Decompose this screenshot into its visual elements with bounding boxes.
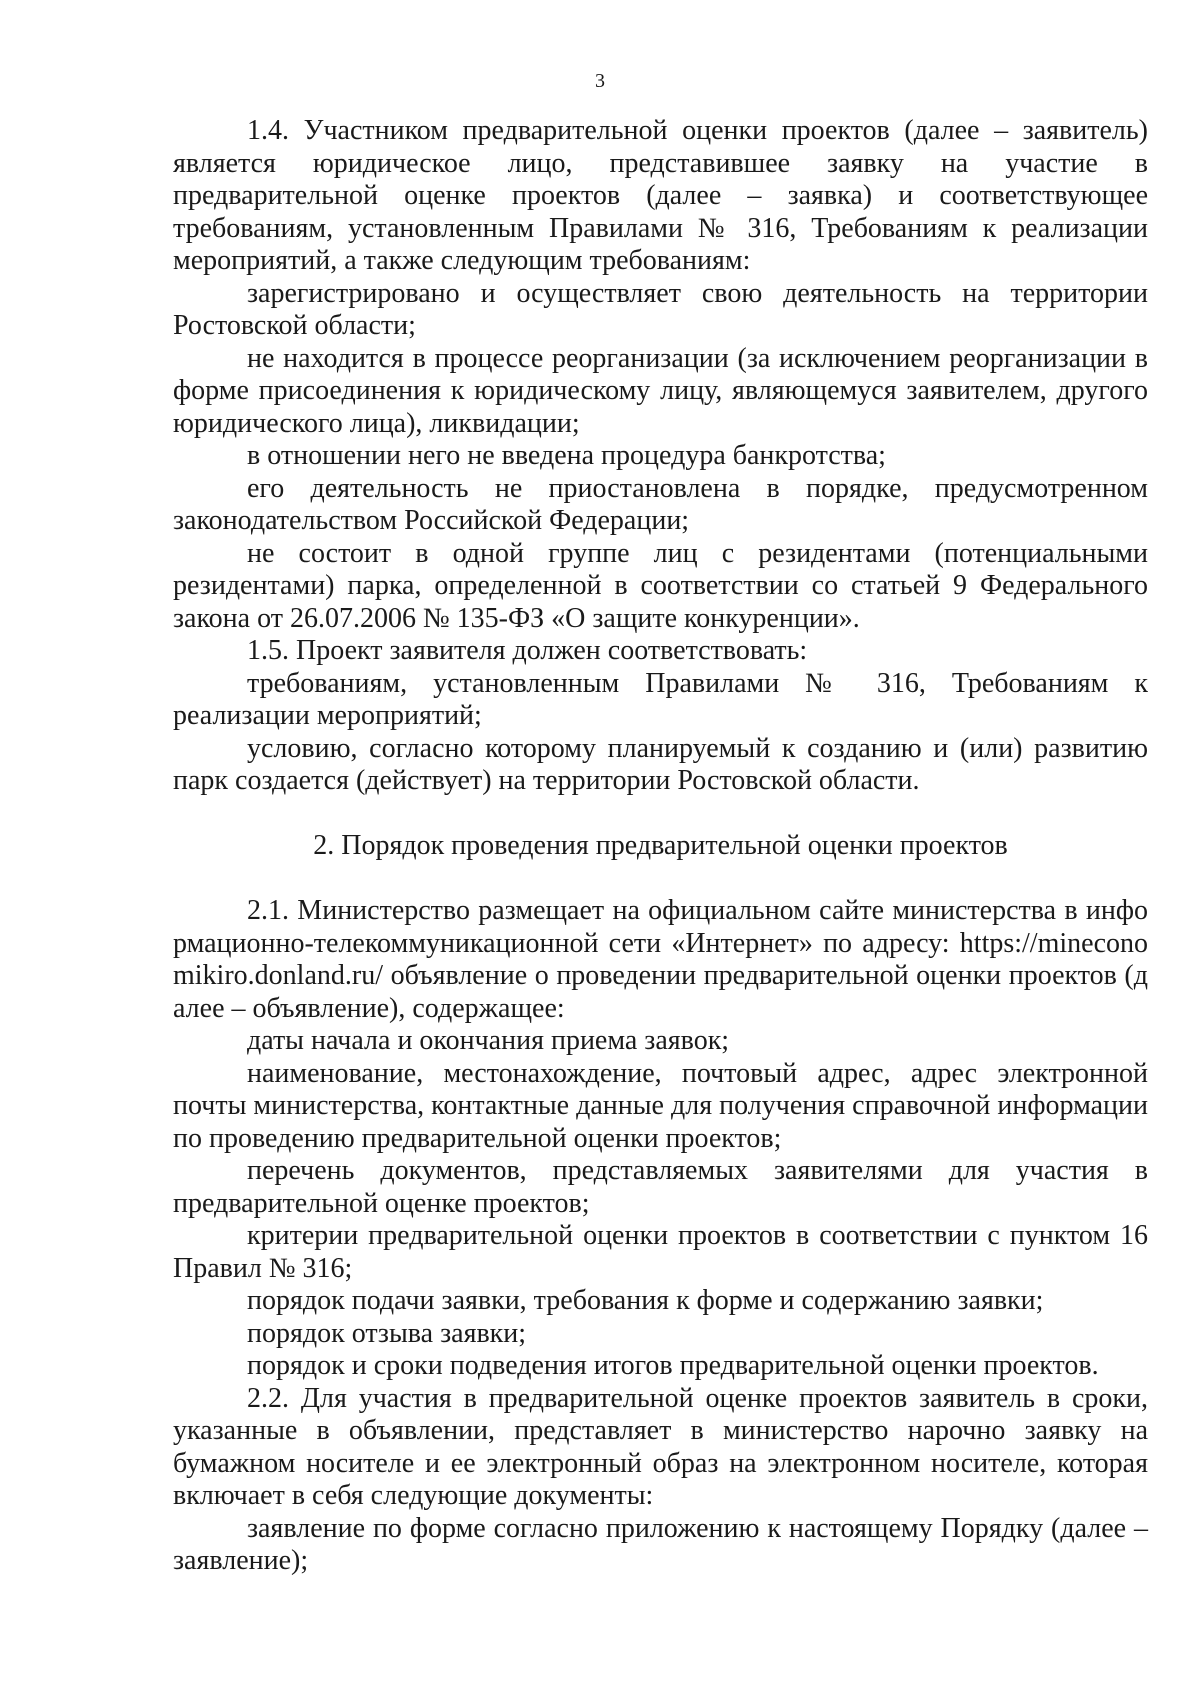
paragraph-requirement-registered: зарегистрировано и осуществляет свою деятельность на территории Ростовской области; — [173, 277, 1148, 341]
paragraph-announcement-criteria: критерии предварительной оценки проектов в соответствии с пунктом 16 Правил № 316; — [173, 1220, 1148, 1284]
paragraph-project-condition: условию, согласно которому планируемый к созданию и (или) развитию парк создается (действует) на территории Ростовской области. — [173, 732, 1148, 796]
section-2-heading: 2. Порядок проведения предварительной оценки проектов — [313, 830, 1008, 861]
paragraph-announcement-results: порядок и сроки подведения итогов предварительной оценки проектов. — [247, 1350, 1099, 1381]
paragraph-2-2: 2.2. Для участия в предварительной оценке проектов заявитель в сроки, указанные в объявлении, представляет в министерство нарочно заявку на бумажном носителе и ее электронный образ на электронном носителе, которая включает в себя следующие документы: — [173, 1382, 1148, 1511]
paragraph-application-form: заявление по форме согласно приложению к настоящему Порядку (далее – заявление); — [173, 1512, 1148, 1576]
paragraph-announcement-dates: даты начала и окончания приема заявок; — [247, 1025, 730, 1056]
paragraph-announcement-submission: порядок подачи заявки, требования к форме и содержанию заявки; — [247, 1285, 1044, 1316]
paragraph-2-1: 2.1. Министерство размещает на официальном сайте министерства в информационно-телекоммуникационной сети «Интернет» по адресу: https://mineconomikiro.donland.ru/ объявление о проведении предварительной оценки проектов (далее – объявление), содержащее: — [173, 895, 1148, 1024]
paragraph-1-5: 1.5. Проект заявителя должен соответствовать: — [247, 635, 808, 666]
document-body — [173, 115, 1148, 1578]
paragraph-announcement-documents: перечень документов, представляемых заявителями для участия в предварительной оценке проектов; — [173, 1155, 1148, 1219]
paragraph-requirement-group: не состоит в одной группе лиц с резидентами (потенциальными резидентами) парка, определенной в соответствии со статьей 9 Федерального закона от 26.07.2006 № 135-ФЗ «О защите конкуренции». — [173, 537, 1148, 634]
paragraph-announcement-contacts: наименование, местонахождение, почтовый адрес, адрес электронной почты министерства, контактные данные для получения справочной информации по проведению предварительной оценки проектов; — [173, 1057, 1148, 1154]
paragraph-project-requirements: требованиям, установленным Правилами № 316, Требованиям к реализации мероприятий; — [173, 667, 1148, 731]
paragraph-requirement-suspension: его деятельность не приостановлена в порядке, предусмотренном законодательством Российской Федерации; — [173, 472, 1148, 536]
page-number: 3 — [595, 70, 605, 92]
paragraph-requirement-reorganization: не находится в процессе реорганизации (за исключением реорганизации в форме присоединения к юридическому лицу, являющемуся заявителем, другого юридического лица), ликвидации; — [173, 342, 1148, 439]
paragraph-1-4: 1.4. Участником предварительной оценки проектов (далее – заявитель) является юридическое лицо, представившее заявку на участие в предварительной оценке проектов (далее – заявка) и соответствующее требованиям, установленным Правилами № 316, Требованиям к реализации мероприятий, а также следующим требованиям: — [173, 115, 1148, 276]
paragraph-announcement-withdrawal: порядок отзыва заявки; — [247, 1317, 527, 1349]
paragraph-requirement-bankruptcy: в отношении него не введена процедура банкротства; — [247, 440, 886, 471]
